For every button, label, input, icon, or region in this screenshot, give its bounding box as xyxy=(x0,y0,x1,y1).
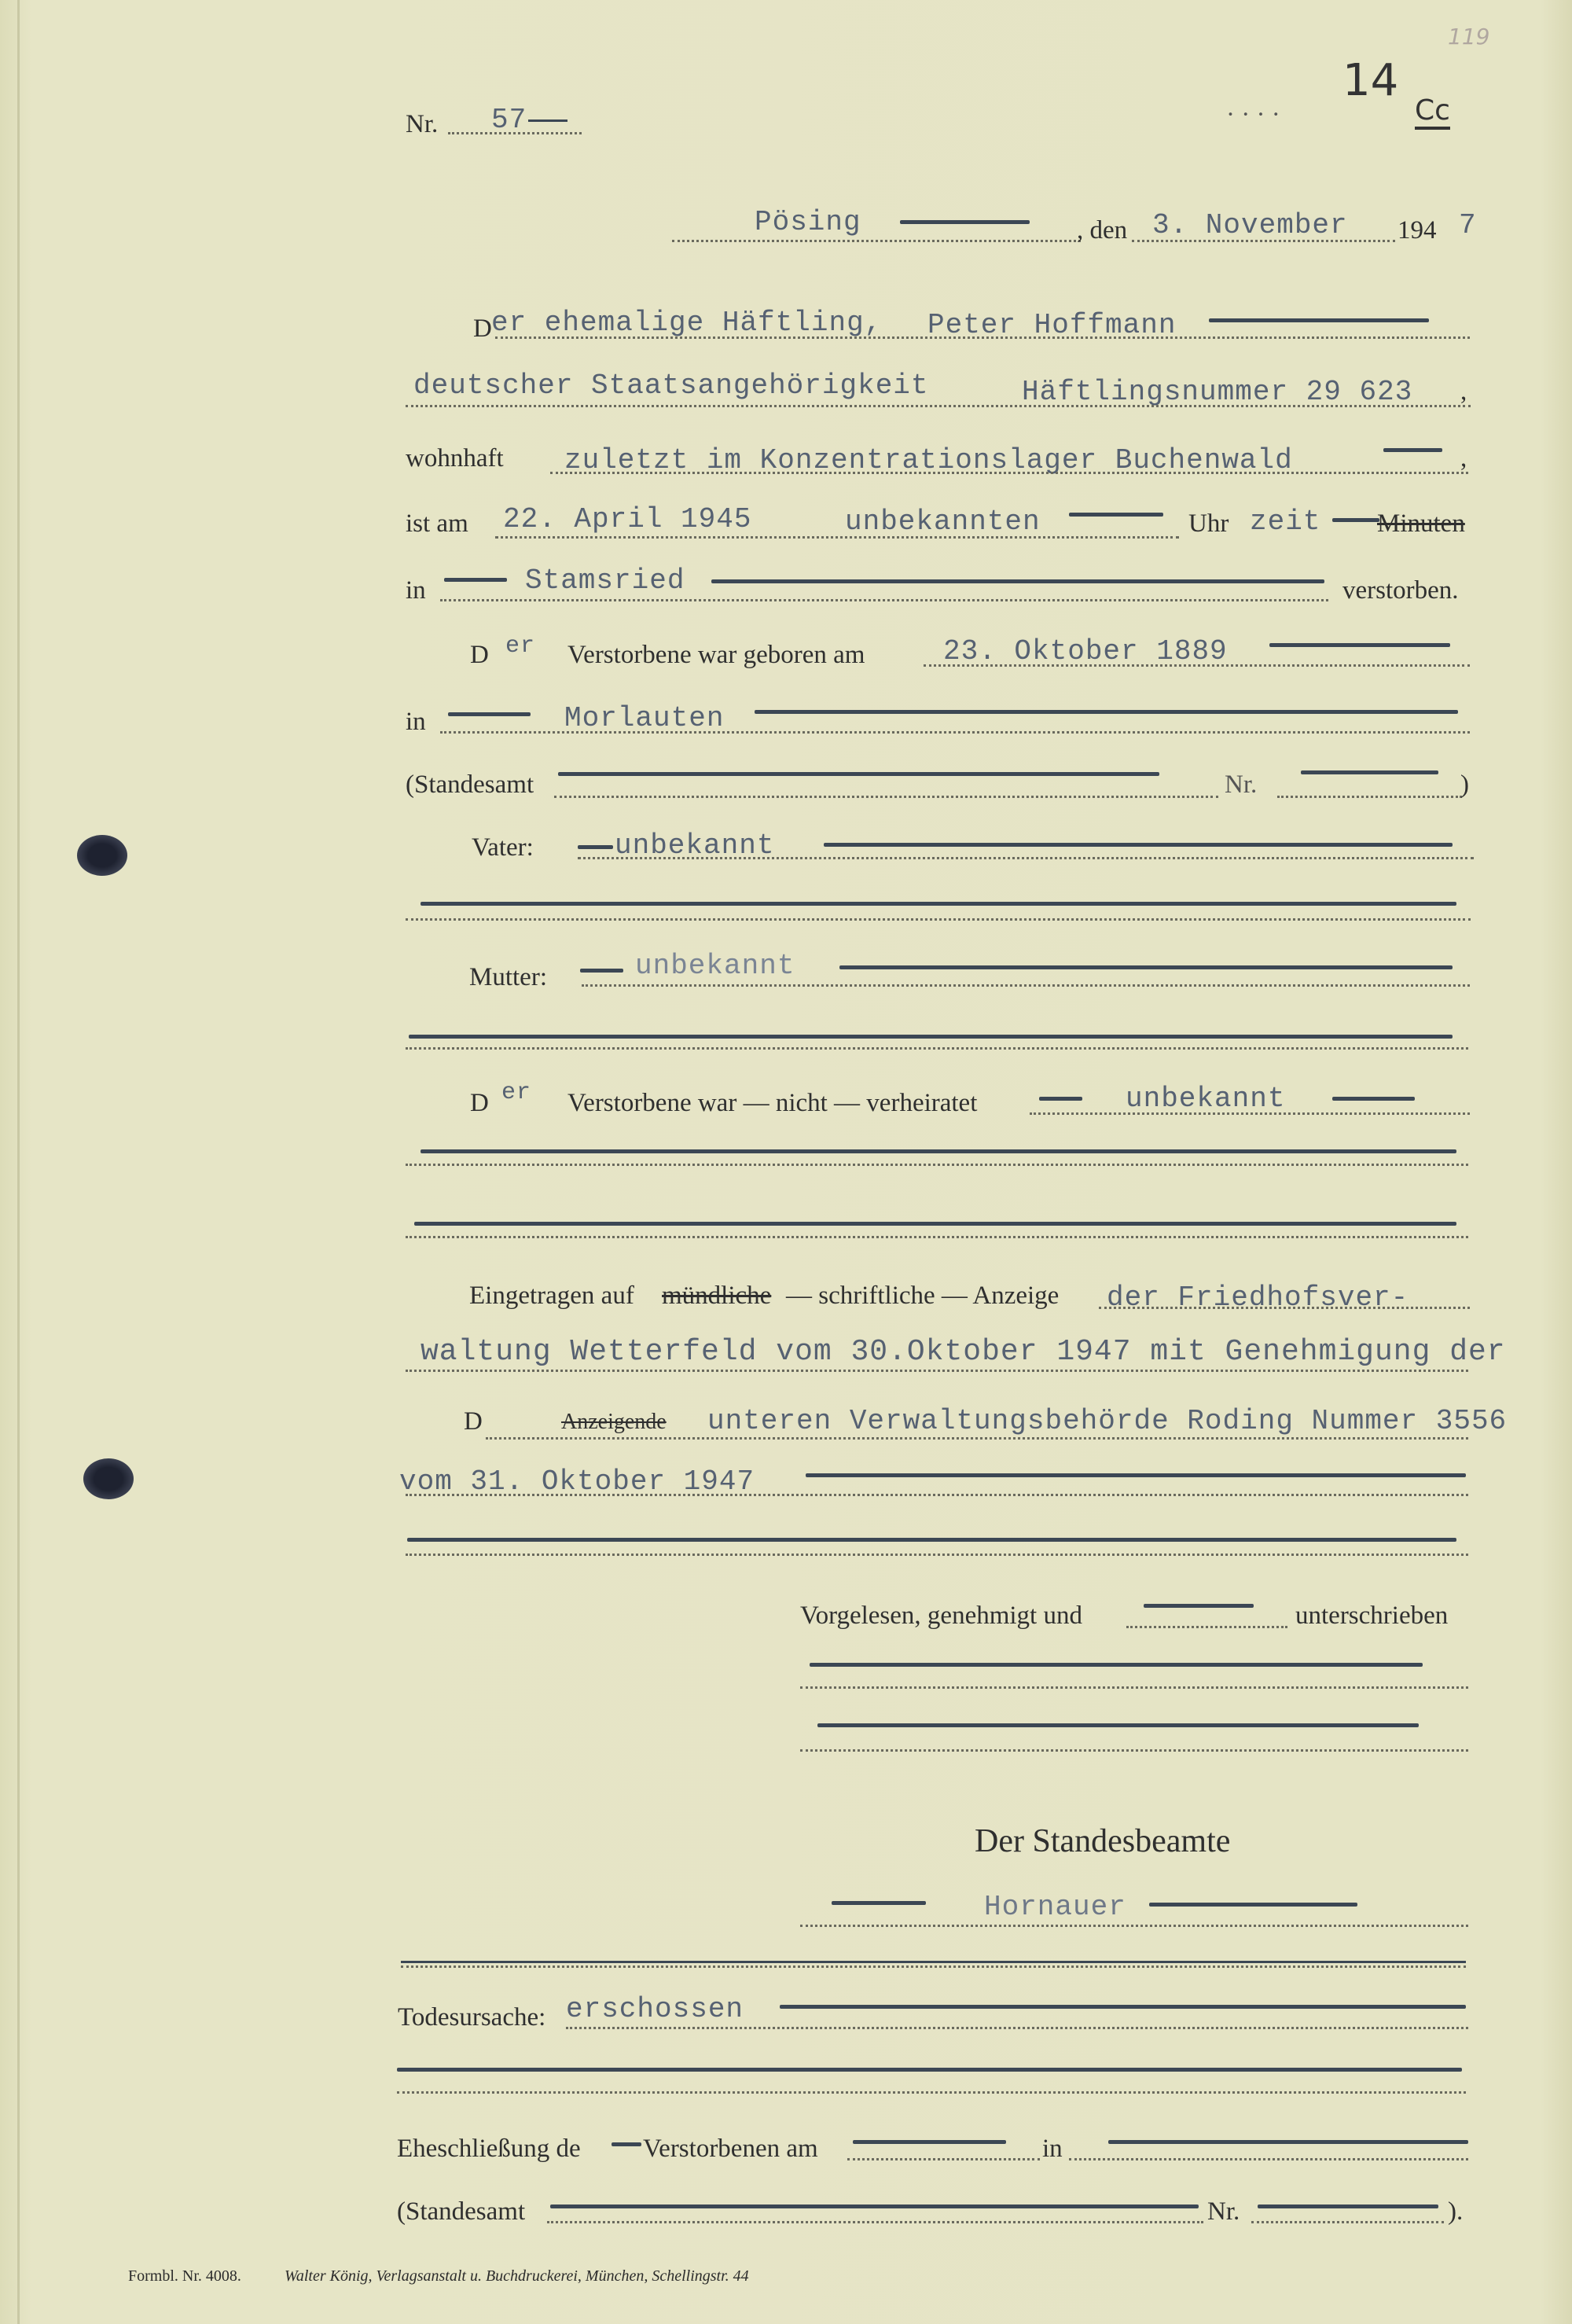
vater-value: unbekannt xyxy=(615,829,775,862)
registration-line2: waltung Wetterfeld vom 30.Oktober 1947 mit Genehmigung der xyxy=(421,1335,1506,1369)
vater-dotted-line-2 xyxy=(406,918,1471,921)
page-suffix: Cc xyxy=(1415,94,1450,130)
residence-value: zuletzt im Konzentrationslager Buchenwald xyxy=(564,444,1293,476)
den-label: , den xyxy=(1077,216,1128,245)
footer-standesamt-dash xyxy=(550,2204,1199,2208)
verstorbenen-label: Verstorbenen am xyxy=(643,2135,818,2163)
birth-standesamt-label: (Standesamt xyxy=(406,770,534,799)
signature-line-2 xyxy=(817,1723,1419,1727)
nationality-comma: , xyxy=(1460,377,1467,406)
birth-place-dotted-line xyxy=(440,731,1470,734)
section-divider xyxy=(401,1961,1466,1963)
death-place-dotted-line xyxy=(440,599,1328,601)
residence-dotted-line xyxy=(550,472,1468,474)
eheschliessung-dash xyxy=(612,2142,641,2146)
person-name-dash xyxy=(1209,318,1429,322)
footer-nr-dash xyxy=(1258,2204,1438,2208)
marriage-dotted-line-2 xyxy=(406,1164,1468,1166)
todesursache-value: erschossen xyxy=(566,1993,744,2025)
death-place-dash xyxy=(711,579,1324,583)
death-date: 22. April 1945 xyxy=(503,503,752,535)
mutter-dotted-line xyxy=(582,984,1470,987)
todesursache-dotted-line xyxy=(566,2027,1468,2029)
birth-standesamt-dash xyxy=(558,772,1159,776)
eheschliessung-date-dotted-line xyxy=(847,2158,1040,2160)
birth-d-prefix: D xyxy=(470,641,489,669)
marriage-dash-1 xyxy=(1039,1097,1082,1101)
death-time: unbekannten xyxy=(845,506,1041,538)
place-dotted-line xyxy=(672,240,1081,242)
registration-line1: der Friedhofsver- xyxy=(1107,1282,1409,1314)
eheschliessung-label: Eheschließung de xyxy=(397,2135,581,2163)
birth-close: ) xyxy=(1460,770,1469,799)
todesursache-dotted-line-2 xyxy=(397,2091,1466,2094)
footer-standesamt-dotted-line xyxy=(547,2221,1203,2223)
birth-label: Verstorbene war geboren am xyxy=(567,641,865,669)
registration-dotted-line-2 xyxy=(406,1370,1468,1372)
registration-line3-prefix: D xyxy=(464,1407,483,1436)
birth-nr-dash xyxy=(1301,770,1438,774)
registration-dotted-line-1 xyxy=(1099,1307,1470,1309)
mutter-dash xyxy=(839,965,1453,969)
official-name-dash-2 xyxy=(1149,1903,1357,1907)
nr-dash xyxy=(528,120,567,122)
marriage-line-3 xyxy=(414,1222,1456,1226)
zeit-value: zeit xyxy=(1250,506,1321,538)
marriage-line-2 xyxy=(421,1149,1456,1153)
birth-standesamt-dotted-line xyxy=(554,796,1218,798)
footer-nr-dotted-line xyxy=(1251,2221,1444,2223)
punch-hole-top xyxy=(77,835,127,876)
vater-line-2 xyxy=(421,902,1456,906)
nr-label: Nr. xyxy=(406,110,439,138)
nationality-dotted-line xyxy=(406,405,1471,407)
registration-dotted-line-3 xyxy=(486,1437,1468,1440)
place-dash xyxy=(900,220,1030,224)
zeit-dash xyxy=(1332,518,1379,522)
signature-dotted-line-2 xyxy=(800,1749,1468,1752)
birth-place: Morlauten xyxy=(564,702,725,734)
residence-dash xyxy=(1383,448,1442,452)
registration-line3: unteren Verwaltungsbehörde Roding Nummer 3556 xyxy=(707,1405,1508,1437)
vater-label: Vater: xyxy=(472,833,534,862)
vorgelesen-dotted-line xyxy=(1126,1626,1287,1628)
death-in-label: in xyxy=(406,576,426,605)
residence-comma: , xyxy=(1460,444,1467,473)
death-time-dash xyxy=(1069,513,1163,517)
minuten-label: Minuten xyxy=(1377,509,1465,538)
verstorben-label: verstorben. xyxy=(1342,576,1459,605)
birth-nr-dotted-line xyxy=(1277,796,1462,798)
vorgelesen-dash xyxy=(1144,1604,1254,1608)
eheschliessung-place-dash xyxy=(1108,2140,1468,2144)
vater-dotted-line xyxy=(578,857,1474,859)
official-name: Hornauer xyxy=(984,1891,1126,1923)
registration-label-start: Eingetragen auf xyxy=(469,1282,634,1310)
vater-leading-dash xyxy=(578,845,613,849)
imprint-formbl: Formbl. Nr. 4008. xyxy=(128,2267,241,2285)
official-title: Der Standesbeamte xyxy=(975,1823,1231,1859)
birth-dotted-line xyxy=(924,664,1470,667)
official-name-dash-1 xyxy=(832,1901,926,1905)
registration-line3-struck: Anzeigende xyxy=(561,1410,667,1434)
date-value: 3. November xyxy=(1152,209,1348,241)
section-divider-dots xyxy=(401,1965,1466,1968)
birth-nr-label: Nr. xyxy=(1225,770,1258,799)
registration-label-mid: — schriftliche — Anzeige xyxy=(786,1282,1060,1310)
ist-am-label: ist am xyxy=(406,509,468,538)
person-intro: er ehemalige Häftling, xyxy=(491,307,883,339)
wohnhaft-label: wohnhaft xyxy=(406,444,504,473)
person-name: Peter Hoffmann xyxy=(927,309,1177,341)
death-dotted-line xyxy=(495,536,1179,539)
person-d-prefix: D xyxy=(473,314,492,343)
registration-struck-word: mündliche xyxy=(662,1282,772,1310)
official-name-dotted-line xyxy=(800,1925,1468,1927)
mutter-value: unbekannt xyxy=(635,950,795,982)
nr-value: 57 xyxy=(491,104,527,136)
paper-edge-fold xyxy=(17,0,20,2324)
death-in-dash xyxy=(444,578,507,582)
birth-er-suffix: er xyxy=(505,633,536,660)
footer-standesamt-label: (Standesamt xyxy=(397,2197,526,2226)
signature-dotted-line-1 xyxy=(800,1686,1468,1689)
birth-place-dash xyxy=(755,710,1458,714)
uhr-label: Uhr xyxy=(1188,509,1229,538)
vater-dash xyxy=(824,843,1453,847)
pencil-page-number: 119 xyxy=(1448,24,1490,50)
mutter-line-2 xyxy=(409,1035,1453,1039)
marriage-dotted-line-3 xyxy=(406,1236,1468,1238)
nationality: deutscher Staatsangehörigkeit xyxy=(413,370,929,402)
registration-line4-dash xyxy=(806,1473,1466,1477)
birth-date: 23. Oktober 1889 xyxy=(943,635,1228,667)
marriage-er-suffix: er xyxy=(501,1079,532,1106)
year-prefix: 194 xyxy=(1398,216,1437,245)
imprint-publisher: Walter König, Verlagsanstalt u. Buchdruckerei, München, Schellingstr. 44 xyxy=(285,2267,749,2285)
mutter-dotted-line-2 xyxy=(406,1047,1468,1050)
registration-dotted-line-5 xyxy=(406,1554,1468,1556)
signature-line-1 xyxy=(810,1663,1423,1667)
death-place: Stamsried xyxy=(525,564,685,597)
mutter-label: Mutter: xyxy=(469,963,547,991)
eheschliessung-place-dotted-line xyxy=(1069,2158,1468,2160)
punch-hole-bottom xyxy=(83,1458,134,1499)
todesursache-label: Todesursache: xyxy=(398,2003,546,2032)
year-digit: 7 xyxy=(1459,209,1477,241)
mutter-leading-dash xyxy=(580,969,623,973)
eheschliessung-date-dash xyxy=(853,2140,1006,2144)
eheschliessung-in-label: in xyxy=(1042,2135,1063,2163)
marriage-value: unbekannt xyxy=(1126,1083,1286,1115)
footer-nr-label: Nr. xyxy=(1207,2197,1240,2226)
todesursache-line-2 xyxy=(397,2068,1462,2072)
place-value: Pösing xyxy=(755,206,861,238)
todesursache-dash xyxy=(780,2005,1466,2009)
page-number: 14 xyxy=(1342,55,1399,106)
registration-line-5 xyxy=(407,1538,1456,1542)
prisoner-number: Häftlingsnummer 29 623 xyxy=(1022,376,1413,408)
vorgelesen-label: Vorgelesen, genehmigt und xyxy=(800,1601,1082,1630)
birth-in-dash xyxy=(448,712,531,716)
birth-in-label: in xyxy=(406,708,426,736)
registration-line4: vom 31. Oktober 1947 xyxy=(399,1465,755,1498)
unterschrieben-label: unterschrieben xyxy=(1295,1601,1449,1630)
header-dots: · · · · xyxy=(1226,101,1280,129)
footer-close: ). xyxy=(1448,2197,1464,2226)
birth-date-dash xyxy=(1269,643,1450,647)
registration-dotted-line-4 xyxy=(406,1494,1468,1496)
marriage-label: Verstorbene war — nicht — verheiratet xyxy=(567,1089,978,1117)
marriage-dash-2 xyxy=(1332,1097,1415,1101)
marriage-d-prefix: D xyxy=(470,1089,489,1117)
marriage-dotted-line xyxy=(1030,1112,1470,1115)
